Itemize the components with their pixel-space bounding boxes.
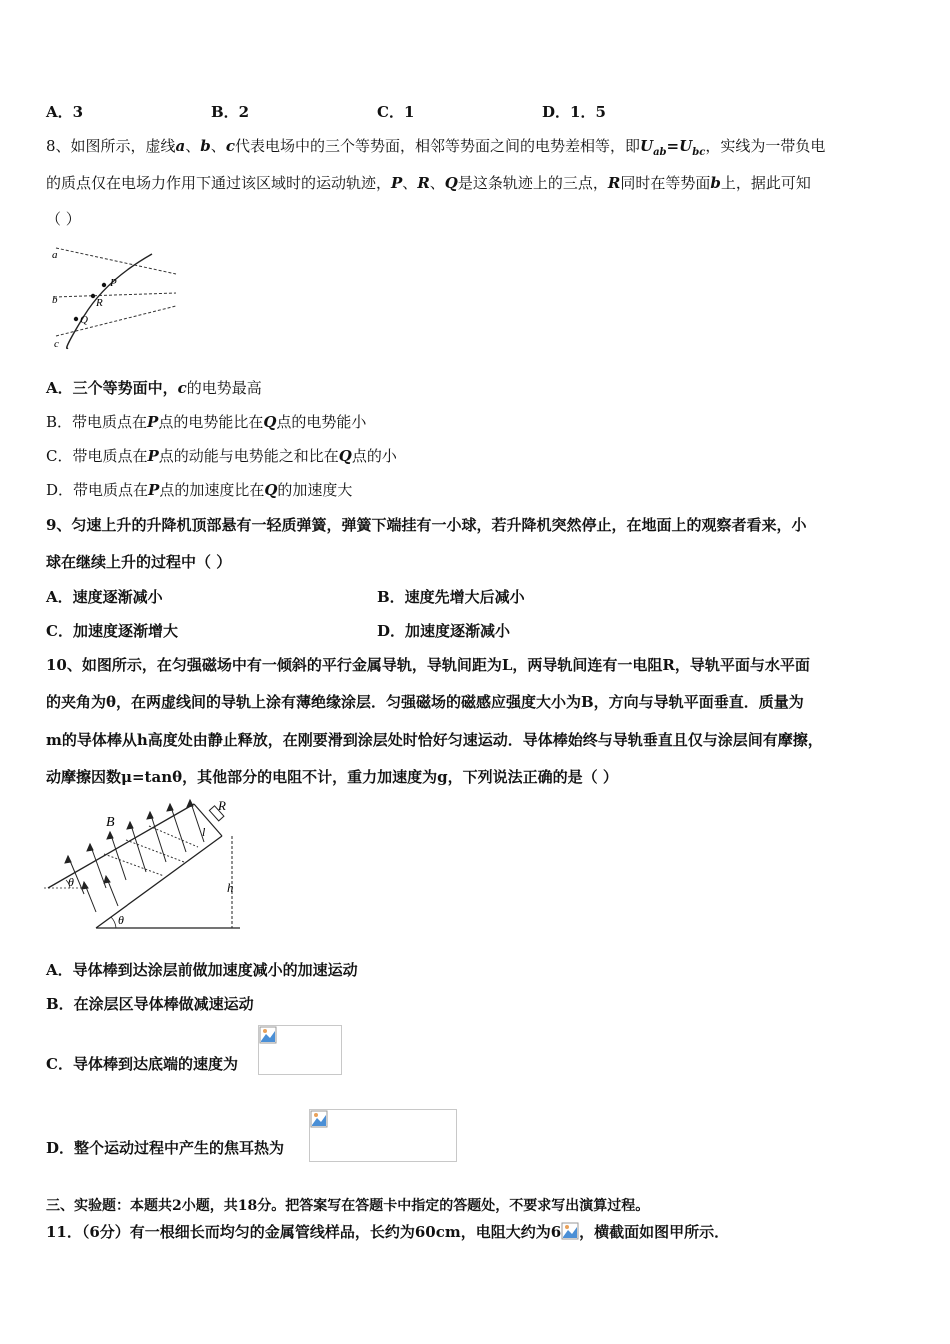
angle-arc-2 [111,917,116,928]
q10-stem-line1: 10、如图所示，在匀强磁场中有一倾斜的平行金属导轨，导轨间距为L，两导轨间连有一电阻R，导轨平面与水平面 [46,656,810,674]
equipotential-b [54,293,176,297]
q8-option-a [46,378,262,398]
arrowhead [87,844,93,851]
q10-option-c-formula-image [258,1025,342,1075]
label-p: P [110,277,117,289]
field-arrow [150,812,166,862]
var-r: R [607,174,621,192]
sep: 、 [429,174,445,192]
field-arrows [65,800,204,912]
text: 上，据此可知 [720,174,811,192]
arrowhead [127,822,133,829]
label-l: l [202,825,206,839]
text: 8、如图所示，虚线 [46,137,176,155]
q9-option-c: C．加速度逐渐增大 [46,622,178,640]
var-q: Q [338,447,352,465]
var-q: Q [444,174,458,192]
var-p: P [148,481,160,499]
q9-option-d: D．加速度逐渐减小 [377,622,511,640]
broken-image-icon [259,1026,277,1044]
text: 的质点仅在电场力作用下通过该区域时的运动轨迹， [46,174,392,192]
label-theta-2: θ [118,913,124,927]
q7-options [46,102,906,122]
var-r: R [417,174,430,192]
broken-image-icon [561,1222,579,1240]
label-q: Q [80,314,88,326]
q7-option-b: B．2 [211,103,250,121]
var-q: Q [264,481,278,499]
text: 点的电势能比在 [158,413,264,431]
q10-stem-line2: 的夹角为θ，在两虚线间的导轨上涂有薄绝缘涂层．匀强磁场的磁感应强度大小为B，方向与导轨平面垂直．质量为 [46,693,804,711]
var-a: a [175,137,186,155]
var-u: U [679,137,693,155]
q8-equipotential-figure [46,240,186,352]
label-b: b [52,294,58,306]
point-q [74,317,78,321]
var-q: Q [263,413,277,431]
text: D．带电质点在 [46,481,149,499]
q8-option-d [46,480,352,500]
broken-image-icon [310,1110,328,1128]
var-u: U [639,137,654,155]
sub-ab: ab [653,147,667,158]
text: 代表电场中的三个等势面，相邻等势面之间的电势差相等，即 [234,137,640,155]
q10-stem-line4: 动摩擦因数μ=tanθ，其他部分的电阻不计，重力加速度为g，下列说法正确的是（ ） [46,768,618,786]
q9-option-b: B．速度先增大后减小 [377,588,525,606]
text: 的加速度大 [277,481,353,499]
label-theta-1: θ [68,875,74,889]
var-p: P [147,413,159,431]
trajectory [67,254,152,348]
var-c: c [225,137,235,155]
arrowhead [147,812,153,819]
sep: 、 [185,137,201,155]
section-3-heading: 三、实验题：本题共2小题，共18分。把答案写在答题卡中指定的答题处，不要求写出演算过程。 [46,1198,650,1214]
sep: 、 [402,174,418,192]
equipotential-a [56,248,176,274]
arrowhead [187,800,193,807]
coating-boundary-2 [126,840,184,862]
arrowhead [65,856,71,863]
arrowhead [82,882,88,889]
field-arrow [130,822,146,872]
point-r [91,294,95,298]
text: C．带电质点在 [46,447,148,465]
text: 11．（6分）有一根细长而均匀的金属管线样品，长约为60cm，电阻大约为6 [46,1223,562,1241]
text: ，实线为一带负电 [705,137,826,155]
var-p: P [147,447,159,465]
text: 点的动能与电势能之和比在 [158,447,339,465]
var-b: b [710,174,721,192]
arrowhead [107,832,113,839]
text: 点的电势能小 [276,413,367,431]
text: A．三个等势面中， [46,379,178,397]
q7-option-c: C．1 [377,103,415,121]
label-r-resistor: R [218,798,226,813]
field-arrow [110,832,126,880]
q7-option-d: D．1．5 [542,103,606,121]
q8-option-c [46,446,397,466]
label-b-field: B [106,815,115,830]
coating-boundary-3 [149,826,198,847]
text: B．带电质点在 [46,413,148,431]
q10-option-b: B．在涂层区导体棒做减速运动 [46,995,254,1013]
q10-inclined-rail-figure [44,796,250,932]
q8-option-b [46,412,366,432]
equals: = [666,137,680,155]
coating-boundary-1 [104,854,164,876]
label-c: c [54,338,59,350]
text: 是这条轨迹上的三点， [457,174,608,192]
sep: 、 [210,137,226,155]
text: 的电势最高 [186,379,262,397]
label-h: h [227,880,234,895]
q7-option-a: A．3 [46,103,84,121]
q10-stem-line3: m的导体棒从h高度处由静止释放，在刚要滑到涂层处时恰好匀速运动．导体棒始终与导轨垂直且仅与涂层间有摩擦， [46,731,823,749]
q10-option-d: D．整个运动过程中产生的焦耳热为 [46,1139,285,1157]
field-arrow [170,804,186,852]
q9-option-a: A．速度逐渐减小 [46,588,163,606]
q10-option-d-formula-image [309,1109,457,1162]
q9-stem-line2: 球在继续上升的过程中（ ） [46,553,232,571]
sub-bc: bc [692,147,706,158]
var-p: P [391,174,403,192]
arrowhead [104,876,110,883]
text: ，横截面如图甲所示． [579,1223,730,1241]
text: 同时在等势面 [620,174,711,192]
q9-stem-line1: 9、匀速上升的升降机顶部悬有一轻质弹簧，弹簧下端挂有一小球，若升降机突然停止，在地面上的观察者看来，小 [46,516,807,534]
label-r: R [96,297,103,309]
q8-stem-line2 [46,173,811,193]
label-a: a [52,249,58,261]
q8-stem-line1 [46,136,825,163]
q11-stem [46,1222,729,1242]
text: 点的小 [351,447,397,465]
q10-option-c: C．导体棒到达底端的速度为 [46,1055,238,1073]
point-p [102,283,106,287]
var-b: b [200,137,211,155]
q8-stem-line3: （ ） [46,210,81,228]
q10-option-a: A．导体棒到达涂层前做加速度减小的加速运动 [46,961,358,979]
var-c: c [177,379,187,397]
text: 点的加速度比在 [159,481,265,499]
arrowhead [167,804,173,811]
